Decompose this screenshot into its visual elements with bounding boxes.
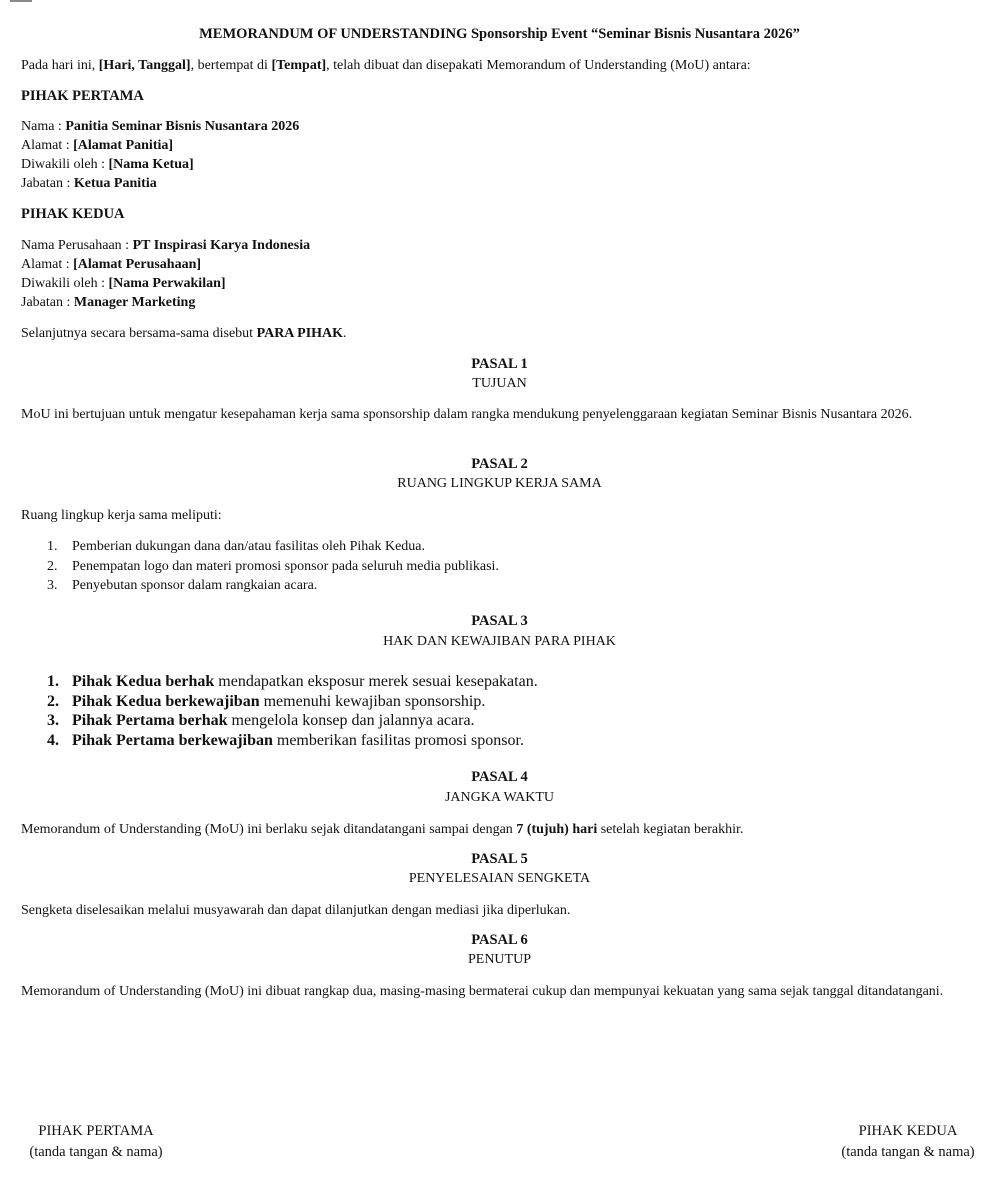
para-pihak-paragraph: Selanjutnya secara bersama-sama disebut PARA PIHAK. (21, 326, 347, 341)
intro-paragraph: Pada hari ini, [Hari, Tanggal], bertempat di [Tempat], telah dibuat dan disepakati Memorandum of Understanding (MoU) antara: (21, 58, 751, 73)
list-item: 3. Penyebutan sponsor dalam rangkaian acara. (47, 578, 318, 593)
list-item: 1. Pihak Kedua berhak mendapatkan eksposur merek sesuai kesepakatan. (47, 673, 538, 690)
pihak-pertama-heading: PIHAK PERTAMA (21, 88, 144, 104)
signature-note: (tanda tangan & nama) (29, 1144, 163, 1160)
pasal-2-list (47, 537, 499, 596)
signature-party-label: PIHAK PERTAMA (38, 1123, 154, 1139)
list-item: 2. Pihak Kedua berkewajiban memenuhi kewajiban sponsorship. (47, 692, 486, 710)
pihak-kedua-wakil: Diwakili oleh : [Nama Perwakilan] (21, 276, 226, 291)
pasal-4-heading: PASAL 4 (471, 769, 528, 785)
document-title: MEMORANDUM OF UNDERSTANDING Sponsorship Event “Seminar Bisnis Nusantara 2026” (199, 26, 800, 42)
top-edge-mark (10, 0, 32, 2)
pasal-2-intro: Ruang lingkup kerja sama meliputi: (21, 508, 222, 523)
signature-pihak-pertama (22, 1121, 170, 1163)
pasal-2-heading: PASAL 2 (471, 456, 528, 472)
list-item: 2. Penempatan logo dan materi promosi sponsor pada seluruh media publikasi. (47, 558, 499, 574)
pasal-6-body: Memorandum of Understanding (MoU) ini dibuat rangkap dua, masing-masing bermaterai cukup dan mempunyai kekuatan yang sama sejak tanggal ditandatangani. (21, 984, 944, 999)
pasal-1-body: MoU ini bertujuan untuk mengatur kesepahaman kerja sama sponsorship dalam rangka mendukung penyelenggaraan kegiatan Seminar Bisnis Nusantara 2026. (21, 407, 913, 422)
pihak-kedua-heading: PIHAK KEDUA (21, 206, 125, 222)
pasal-6-subheading: PENUTUP (467, 952, 531, 967)
pihak-kedua-nama: Nama Perusahaan : PT Inspirasi Karya Indonesia (21, 238, 311, 253)
pihak-kedua-alamat: Alamat : [Alamat Perusahaan] (21, 257, 202, 272)
pasal-5-body: Sengketa diselesaikan melalui musyawarah dan dapat dilanjutkan dengan mediasi jika diperlukan. (21, 903, 571, 918)
pasal-4-body: Memorandum of Understanding (MoU) ini berlaku sejak ditandatangani sampai dengan 7 (tujuh) hari setelah kegiatan berakhir. (21, 822, 744, 837)
pihak-kedua-details (21, 236, 978, 312)
signature-party-label: PIHAK KEDUA (858, 1123, 958, 1139)
pasal-3-subheading: HAK DAN KEWAJIBAN PARA PIHAK (383, 634, 616, 649)
pasal-1-heading: PASAL 1 (471, 356, 528, 372)
pasal-2-subheading: RUANG LINGKUP KERJA SAMA (397, 476, 602, 491)
pasal-5-subheading: PENYELESAIAN SENGKETA (408, 871, 591, 886)
pihak-pertama-nama: Nama : Panitia Seminar Bisnis Nusantara 2026 (21, 119, 300, 134)
pasal-5-heading: PASAL 5 (471, 851, 528, 867)
pasal-1-subheading: TUJUAN (472, 376, 527, 391)
pasal-3-list (47, 672, 538, 750)
pasal-6-heading: PASAL 6 (471, 932, 528, 948)
pihak-pertama-jabatan: Jabatan : Ketua Panitia (21, 176, 157, 191)
pihak-pertama-details (21, 117, 978, 193)
list-item: 4. Pihak Pertama berkewajiban memberikan fasilitas promosi sponsor. (47, 731, 524, 749)
pihak-kedua-jabatan: Jabatan : Manager Marketing (21, 295, 196, 310)
pihak-pertama-alamat: Alamat : [Alamat Panitia] (21, 138, 174, 153)
pasal-3-heading: PASAL 3 (471, 613, 528, 629)
pasal-4-subheading: JANGKA WAKTU (444, 790, 555, 805)
signature-pihak-kedua (832, 1121, 984, 1163)
signature-note: (tanda tangan & nama) (841, 1144, 975, 1160)
list-item: 1. Pemberian dukungan dana dan/atau fasilitas oleh Pihak Kedua. (47, 539, 426, 554)
pihak-pertama-wakil: Diwakili oleh : [Nama Ketua] (21, 157, 194, 172)
list-item: 3. Pihak Pertama berhak mengelola konsep dan jalannya acara. (47, 712, 475, 729)
